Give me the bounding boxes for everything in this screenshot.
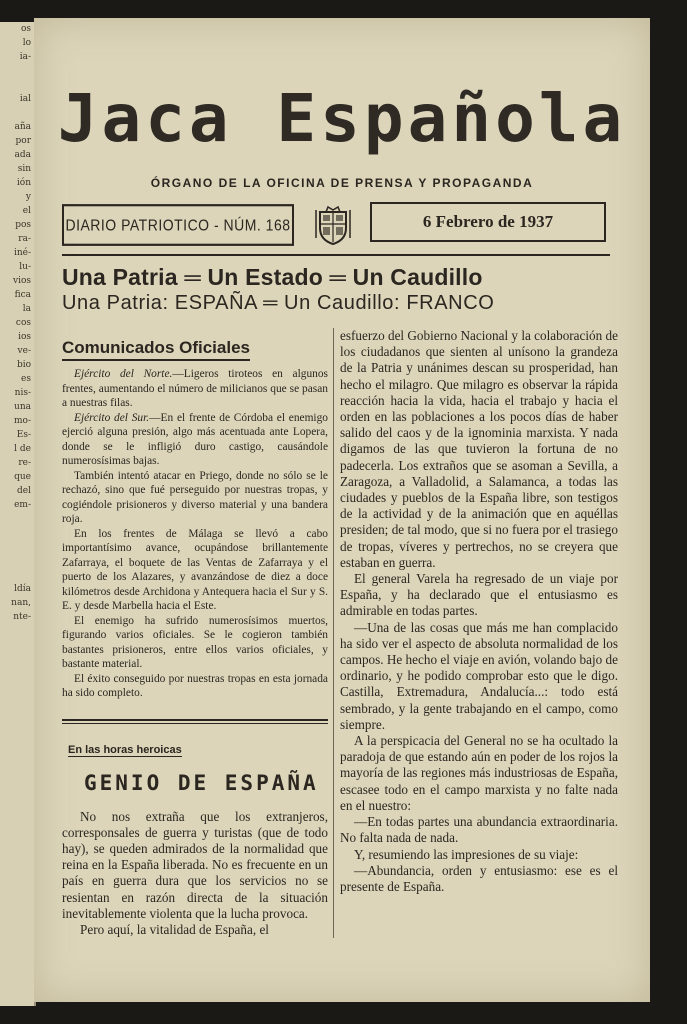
column-divider [333, 328, 334, 938]
left-page-fragment: os [20, 24, 31, 34]
left-page-fragment: lu- [19, 262, 31, 272]
article-paragraph: esfuerzo del Gobierno Nacional y la colaboración de los ciudadanos que sienten al unísono la grandeza de la Patria y unánimes descan su prosperidad, han hecho el milagro. Que milagro es observar la rápida reacción hacia la vida, hacia el trabajo y hacia el orden en las poblaciones a los pocos días de haber salido del caos y de la ignominia marxista. Y nada digamos de las que tuvieron la fortuna de no padecerla. Los extraños que se asoman a Sevilla, a Zaragoza, a Valladolid, a Salamanca, a todas las ciudades y pueblos de la España libre, son testigos de la actividad y de la animación que en aquéllas presiden; de tal modo, que si no fuera por el trasiego de tropas, víveres y pertrechos, no se creyera que estaban en guerra. [340, 328, 618, 570]
left-page-fragment: nan, [11, 598, 31, 608]
left-page-fragment [0, 512, 34, 526]
masthead-rule [62, 254, 610, 256]
left-page-fragment: ia- [19, 52, 31, 62]
newspaper-page [34, 18, 650, 1002]
label-south: Ejército del Sur. [74, 411, 150, 424]
left-page-fragment [0, 540, 34, 554]
slogan-line-1: Una Patria ═ Un Estado ═ Un Caudillo [62, 264, 483, 290]
left-page-fragment [0, 554, 34, 568]
left-page-fragment: es [21, 374, 31, 384]
left-page-fragment: iné- [13, 248, 31, 258]
text-south: —En el frente de Córdoba el enemigo ejerció alguna presión, algo más acentuada ante Lopera, donde se le infligió duro castigo, causándole numerosísimas bajas. [62, 411, 328, 467]
genio-paragraph: Pero aquí, la vitalidad de España, el [80, 921, 269, 937]
left-page-fragment: ial [19, 94, 31, 104]
genio-heading: GENIO DE ESPAÑA [84, 770, 319, 795]
article-paragraph: —Una de las cosas que más me han complacido ha sido ver el aspecto de absoluta normalidad de los campos. He hecho el viaje en avión, volando bajo de ordinario, y he podido comprobar esto que le digo. Castilla, Extremadura, Andalucía...: todo está sembrado, y la gente trabajando en el campo, como siempre. [340, 619, 618, 732]
left-page-fragment: el [22, 206, 31, 216]
article-paragraph: —Abundancia, orden y entusiasmo: ese es el presente de España. [340, 862, 618, 894]
left-page-fragment: la [22, 304, 31, 314]
left-page-fragment: nte- [13, 612, 31, 622]
article-paragraph: A la perspicacia del General no se ha ocultado la paradoja de que estando aún en poder de los rojos la mayoría de las regiones más industriosas de España, escasee todo en el campo marxista y no falte nada en el nuestro: [340, 733, 618, 813]
left-page-fragment: cos [15, 318, 31, 328]
left-page-fragment: por [15, 136, 31, 146]
left-page-fragment: ve- [17, 346, 31, 356]
left-page-fragment: aña [14, 122, 31, 132]
communique-paragraph: También intentó atacar en Priego, donde no sólo se le rechazó, sino que fué perseguido por nuestras tropas, y cogiéndole prisioneros y diverso material y una bandera roja. [62, 469, 328, 525]
left-page-fragment: y [25, 192, 31, 202]
left-page-fragment: una [14, 402, 31, 412]
communique-north [62, 367, 328, 411]
left-page-fragment: ios [18, 332, 31, 342]
left-page-fragment [0, 64, 34, 78]
left-page-fragment: ra- [18, 234, 31, 244]
communiques-heading: Comunicados Oficiales [62, 338, 250, 361]
left-page-fragment: mo- [14, 416, 31, 426]
genio-kicker: En las horas heroicas [68, 743, 182, 756]
left-page-fragment: Es- [16, 430, 31, 440]
left-page-fragment: ldía [14, 584, 31, 594]
communique-paragraph: El enemigo ha sufrido numerosísimos muertos, figurando varios oficiales. Se le cogieron también bastantes prisioneros, entre ellos varios oficiales, y bastante material. [62, 614, 328, 670]
left-page-fragment: em- [14, 500, 31, 510]
article-paragraph: Y, resumiendo las impresiones de su viaje: [354, 846, 579, 862]
left-page-fragment: que [14, 472, 31, 482]
left-page-fragment: l de [14, 444, 31, 454]
left-column [62, 328, 328, 938]
newspaper-title: Jaca Española [57, 80, 627, 157]
right-column [340, 328, 618, 895]
left-page-fragment: re- [18, 458, 31, 468]
issue-number-box: DIARIO PATRIOTICO - NÚM. 168 [62, 204, 294, 246]
left-page-fragment: vios [13, 276, 31, 286]
communique-paragraph: El éxito conseguido por nuestras tropas en esta jornada ha sido completo. [62, 672, 328, 699]
left-page-fragment: ada [14, 150, 31, 160]
adjacent-page-edge [0, 22, 36, 1006]
left-page-fragment [0, 526, 34, 540]
coat-of-arms-icon [312, 204, 354, 246]
article-paragraph: El general Varela ha regresado de un viaje por España, y ha declarado que el entusiasmo es admirable en todas partes. [340, 571, 618, 619]
label-north: Ejército del Norte. [74, 368, 173, 380]
article-paragraph: —En todas partes una abundancia extraordinaria. No falta nada de nada. [340, 814, 618, 846]
left-page-fragment: nis- [14, 388, 31, 398]
left-page-fragment [0, 78, 34, 92]
left-page-fragment: lo [22, 38, 31, 48]
genio-paragraph: No nos extraña que los extranjeros, corresponsales de guerra y turistas (que de todo hay), se queden admirados de la normalidad que reina en la España liberada. No es frecuente en un país en guerra dura que los servicios no se resientan en razón directa de la situación inevitablemente violenta que la lucha provoca. [62, 808, 328, 921]
slogan-line-2: Una Patria: ESPAÑA ═ Un Caudillo: FRANCO [62, 292, 495, 314]
text-north: —Ligeros tiroteos en algunos frentes, aumentando el número de milicianos que se pasan a nuestras filas. [62, 368, 328, 409]
left-page-fragment: ión [16, 178, 31, 188]
communique-south [62, 411, 328, 469]
communique-paragraph: En los frentes de Málaga se llevó a cabo importantísimo avance, ocupándose brillantemente Zafarraya, el boquete de las Ventas de Zafarraya y el puerto de los Alazares, y avanzándose de diez a doce kilómetros desde Archidona y Antequera hacia el Sur y S. E. y desde Marbella hacia el Este. [62, 527, 328, 612]
newspaper-subtitle: ÓRGANO DE LA OFICINA DE PRENSA Y PROPAGANDA [150, 176, 534, 190]
left-page-fragment: bio [16, 360, 31, 370]
left-page-fragment: del [17, 486, 31, 496]
left-page-fragment [0, 568, 34, 582]
left-page-fragment: fica [14, 290, 31, 300]
section-rule [62, 719, 328, 721]
left-page-fragment: pos [15, 220, 31, 230]
issue-date-box: 6 Febrero de 1937 [370, 202, 606, 242]
section-rule [62, 723, 328, 724]
left-page-fragment: sin [17, 164, 31, 174]
left-page-fragment [0, 106, 34, 120]
